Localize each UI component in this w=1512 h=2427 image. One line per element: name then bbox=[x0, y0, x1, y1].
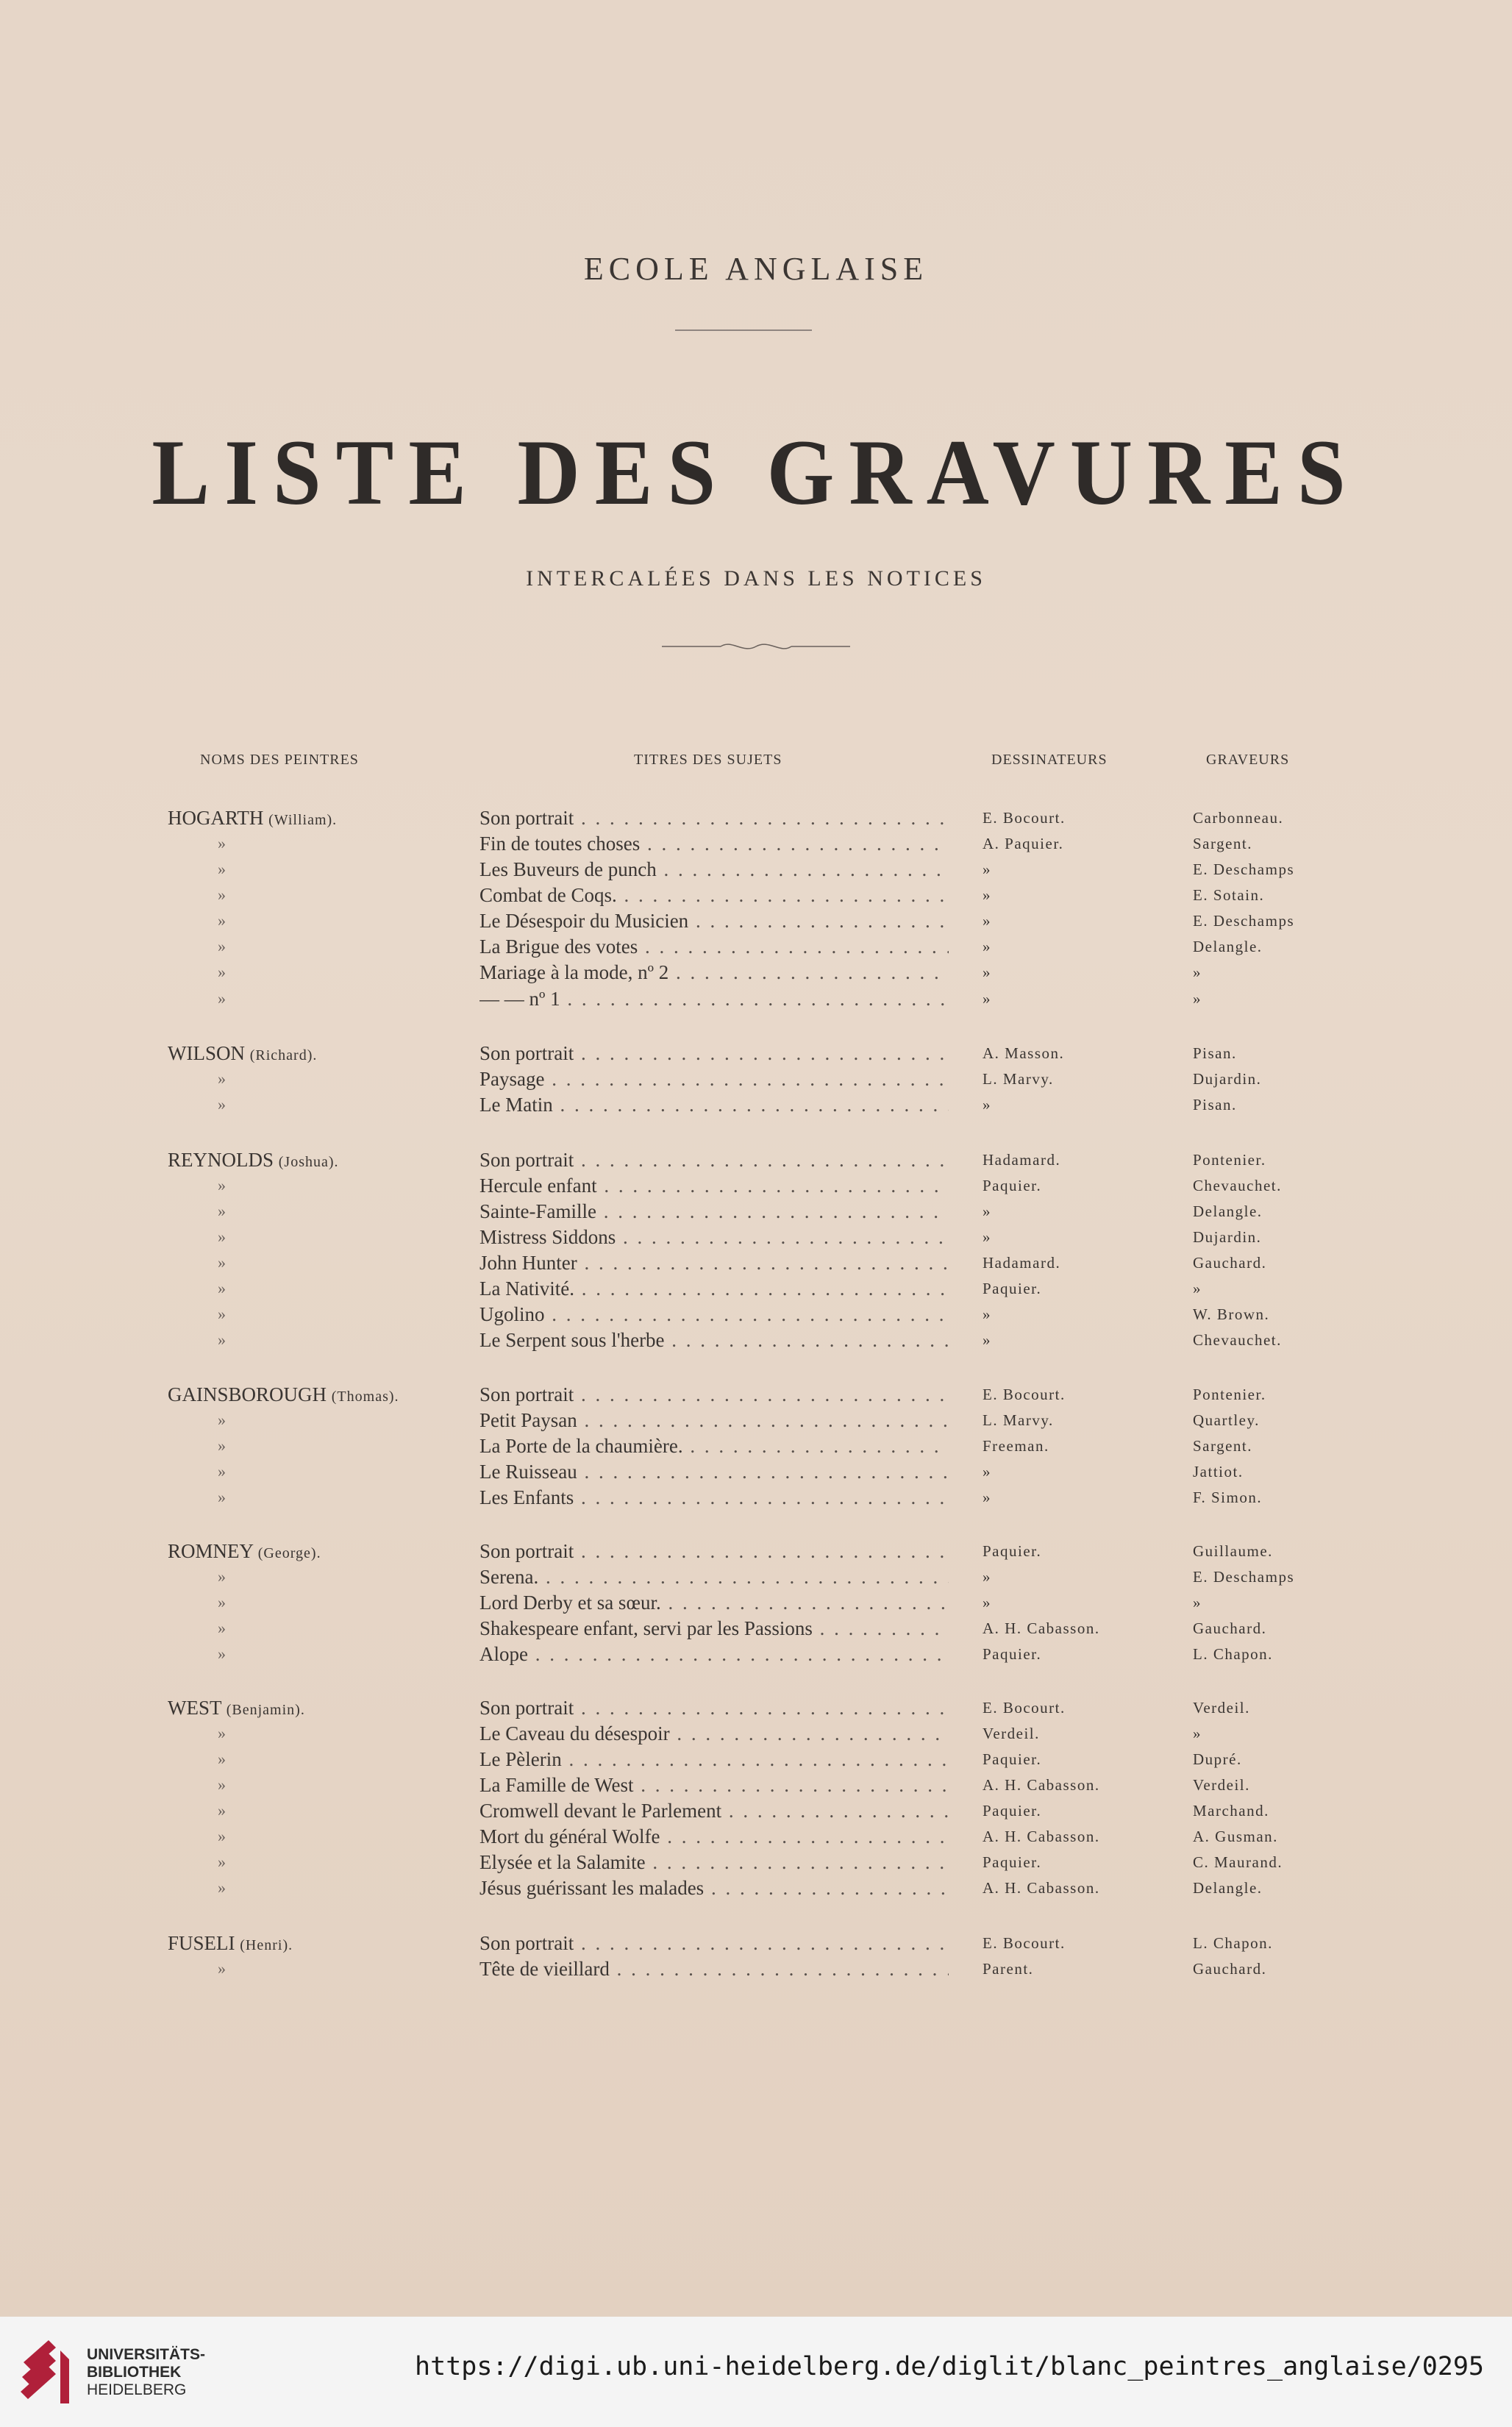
drafter-name: » bbox=[983, 938, 991, 955]
drafter-name: Paquier. bbox=[983, 1802, 1042, 1820]
engraver-name: Pontenier. bbox=[1193, 1386, 1266, 1403]
list-item bbox=[0, 1275, 1512, 1302]
painter-name bbox=[168, 1694, 305, 1723]
subject-title: Son portrait . . . bbox=[479, 1147, 949, 1173]
list-item bbox=[0, 1641, 1512, 1667]
column-header-titles: TITRES DES SUJETS bbox=[634, 752, 782, 768]
painter-ditto-mark: » bbox=[218, 1567, 226, 1586]
drafter-name: » bbox=[983, 1331, 991, 1349]
painter-ditto-mark: » bbox=[218, 1593, 226, 1611]
painter-surname: WILSON bbox=[168, 1042, 245, 1064]
drafter-name: A. Masson. bbox=[983, 1044, 1065, 1062]
library-name-line3: HEIDELBERG bbox=[87, 2381, 187, 2398]
subject-title: Son portrait . . . bbox=[479, 1930, 949, 1956]
drafter-name: A. H. Cabasson. bbox=[983, 1776, 1100, 1794]
engraver-name: Gauchard. bbox=[1193, 1960, 1267, 1978]
subject-title: Le Serpent sous l'herbe . . . bbox=[479, 1327, 949, 1353]
subject-title: Le Désespoir du Musicien . . . bbox=[479, 908, 949, 934]
column-header-painters: NOMS DES PEINTRES bbox=[200, 752, 359, 768]
engraver-name: Jattiot. bbox=[1193, 1463, 1244, 1480]
list-item bbox=[0, 1147, 1512, 1173]
painter-ditto-mark: » bbox=[218, 1724, 226, 1742]
painter-ditto-mark: » bbox=[218, 1801, 226, 1820]
painter-ditto-mark: » bbox=[218, 1827, 226, 1845]
list-item bbox=[0, 1458, 1512, 1485]
engraver-name: E. Deschamps bbox=[1193, 1568, 1295, 1586]
drafter-name: Paquier. bbox=[983, 1280, 1042, 1297]
painter-ditto-mark: » bbox=[218, 963, 226, 981]
subject-title: Son portrait . . . bbox=[479, 1694, 949, 1721]
drafter-name: Paquier. bbox=[983, 1542, 1042, 1560]
engraver-name: Pontenier. bbox=[1193, 1151, 1266, 1169]
list-item bbox=[0, 1823, 1512, 1850]
subject-title: Elysée et la Salamite . . . bbox=[479, 1849, 949, 1875]
drafter-name: Hadamard. bbox=[983, 1151, 1061, 1169]
painter-ditto-mark: » bbox=[218, 1619, 226, 1637]
subject-title: Le Caveau du désespoir . . . bbox=[479, 1720, 949, 1747]
subject-title: Mariage à la mode, nº 2 . . . bbox=[479, 959, 949, 986]
drafter-name: Paquier. bbox=[983, 1750, 1042, 1768]
list-item bbox=[0, 1875, 1512, 1901]
subject-title: Paysage . . . bbox=[479, 1066, 949, 1092]
painter-ditto-mark: » bbox=[218, 1959, 226, 1978]
engraver-name: Verdeil. bbox=[1193, 1699, 1250, 1717]
list-item bbox=[0, 1615, 1512, 1642]
drafter-name: E. Bocourt. bbox=[983, 1699, 1066, 1717]
painter-ditto-mark: » bbox=[218, 834, 226, 852]
painter-surname: GAINSBOROUGH bbox=[168, 1383, 327, 1405]
drafter-name: » bbox=[983, 1305, 991, 1323]
drafter-name: Verdeil. bbox=[983, 1725, 1040, 1742]
subject-title: La Brigue des votes . . . bbox=[479, 933, 949, 960]
painter-ditto-mark: » bbox=[218, 1279, 226, 1297]
painter-ditto-mark: » bbox=[218, 1227, 226, 1246]
drafter-name: A. H. Cabasson. bbox=[983, 1828, 1100, 1845]
drafter-name: » bbox=[983, 1568, 991, 1586]
list-item bbox=[0, 1930, 1512, 1956]
subject-title: Petit Paysan . . . bbox=[479, 1407, 949, 1433]
engraver-name: » bbox=[1193, 990, 1202, 1008]
subject-title: Son portrait . . . bbox=[479, 805, 949, 831]
list-item bbox=[0, 1694, 1512, 1721]
subject-title: Hercule enfant . . . bbox=[479, 1172, 949, 1199]
drafter-name: Paquier. bbox=[983, 1177, 1042, 1194]
painter-surname: HOGARTH bbox=[168, 807, 264, 829]
list-item bbox=[0, 986, 1512, 1012]
drafter-name: E. Bocourt. bbox=[983, 809, 1066, 827]
engraver-name: Dujardin. bbox=[1193, 1070, 1262, 1088]
drafter-name: » bbox=[983, 860, 991, 878]
drafter-name: A. Paquier. bbox=[983, 835, 1064, 852]
painter-ditto-mark: » bbox=[218, 1305, 226, 1323]
engraver-name: A. Gusman. bbox=[1193, 1828, 1278, 1845]
list-item bbox=[0, 1327, 1512, 1353]
drafter-name: E. Bocourt. bbox=[983, 1386, 1066, 1403]
list-item bbox=[0, 805, 1512, 831]
engraver-name: F. Simon. bbox=[1193, 1489, 1263, 1506]
engraver-name: » bbox=[1193, 1594, 1202, 1611]
subject-title: La Nativité. . . . bbox=[479, 1275, 949, 1302]
subject-title: Lord Derby et sa sœur. . . . bbox=[479, 1589, 949, 1616]
subject-title: Combat de Coqs. . . . bbox=[479, 882, 949, 908]
painter-ditto-mark: » bbox=[218, 911, 226, 930]
painter-ditto-mark: » bbox=[218, 1253, 226, 1272]
painter-ditto-mark: » bbox=[218, 1330, 226, 1349]
list-item bbox=[0, 1301, 1512, 1327]
list-item bbox=[0, 959, 1512, 986]
painter-name bbox=[168, 805, 337, 833]
painter-ditto-mark: » bbox=[218, 1436, 226, 1455]
drafter-name: » bbox=[983, 963, 991, 981]
painter-forename: (Henri). bbox=[240, 1937, 293, 1953]
subject-title: La Famille de West . . . bbox=[479, 1772, 949, 1798]
list-item bbox=[0, 1381, 1512, 1408]
drafter-name: Hadamard. bbox=[983, 1254, 1061, 1272]
list-item bbox=[0, 882, 1512, 908]
list-item bbox=[0, 908, 1512, 934]
painter-ditto-mark: » bbox=[218, 1176, 226, 1194]
list-item bbox=[0, 856, 1512, 883]
engraver-name: Marchand. bbox=[1193, 1802, 1269, 1820]
list-item bbox=[0, 1250, 1512, 1276]
engraver-name: Pisan. bbox=[1193, 1096, 1237, 1113]
painter-forename: (Benjamin). bbox=[226, 1702, 305, 1718]
subject-title: Les Buveurs de punch . . . bbox=[479, 856, 949, 883]
engraver-name: Dupré. bbox=[1193, 1750, 1242, 1768]
painter-forename: (Joshua). bbox=[278, 1154, 339, 1170]
engraver-name: Carbonneau. bbox=[1193, 809, 1284, 827]
subject-title: Mort du général Wolfe . . . bbox=[479, 1823, 949, 1850]
list-item bbox=[0, 1407, 1512, 1433]
drafter-name: Parent. bbox=[983, 1960, 1034, 1978]
engraver-name: » bbox=[1193, 1280, 1202, 1297]
engraver-name: Dujardin. bbox=[1193, 1228, 1262, 1246]
list-item bbox=[0, 1433, 1512, 1459]
list-item bbox=[0, 1564, 1512, 1590]
drafter-name: A. H. Cabasson. bbox=[983, 1619, 1100, 1637]
engraver-name: Gauchard. bbox=[1193, 1254, 1267, 1272]
painter-ditto-mark: » bbox=[218, 1644, 226, 1663]
painter-ditto-mark: » bbox=[218, 1750, 226, 1768]
painter-ditto-mark: » bbox=[218, 1878, 226, 1897]
library-logo-icon[interactable] bbox=[16, 2333, 76, 2411]
drafter-name: L. Marvy. bbox=[983, 1411, 1054, 1429]
engraver-name: Delangle. bbox=[1193, 1879, 1263, 1897]
page-title: LISTE DES GRAVURES bbox=[151, 420, 1361, 525]
source-url[interactable]: https://digi.ub.uni-heidelberg.de/diglit/blanc_peintres_anglaise/0295 bbox=[415, 2352, 1484, 2381]
subject-title: Mistress Siddons . . . bbox=[479, 1224, 949, 1250]
painter-ditto-mark: » bbox=[218, 1202, 226, 1220]
engraver-name: E. Sotain. bbox=[1193, 886, 1265, 904]
list-item bbox=[0, 1720, 1512, 1747]
painter-name bbox=[168, 1040, 317, 1069]
subject-title: Sainte-Famille . . . bbox=[479, 1198, 949, 1225]
painter-surname: FUSELI bbox=[168, 1932, 235, 1954]
school-heading: ECOLE ANGLAISE bbox=[583, 251, 929, 287]
subject-title: La Porte de la chaumière. . . . bbox=[479, 1433, 949, 1459]
list-item bbox=[0, 1040, 1512, 1066]
list-item bbox=[0, 933, 1512, 960]
painter-ditto-mark: » bbox=[218, 937, 226, 955]
engraver-name: C. Maurand. bbox=[1193, 1853, 1283, 1871]
drafter-name: » bbox=[983, 886, 991, 904]
drafter-name: » bbox=[983, 1489, 991, 1506]
list-item bbox=[0, 830, 1512, 857]
engraver-name: Verdeil. bbox=[1193, 1776, 1250, 1794]
list-item bbox=[0, 1538, 1512, 1564]
drafter-name: » bbox=[983, 912, 991, 930]
painter-name bbox=[168, 1381, 399, 1410]
library-footer bbox=[0, 2317, 1512, 2427]
engraver-name: L. Chapon. bbox=[1193, 1645, 1273, 1663]
engraver-name: Chevauchet. bbox=[1193, 1177, 1282, 1194]
subject-title: Son portrait . . . bbox=[479, 1040, 949, 1066]
painter-forename: (Thomas). bbox=[331, 1389, 399, 1405]
page-subtitle: INTERCALÉES DANS LES NOTICES bbox=[526, 566, 986, 591]
engraver-name: » bbox=[1193, 963, 1202, 981]
subject-title: Ugolino . . . bbox=[479, 1301, 949, 1327]
list-item bbox=[0, 1589, 1512, 1616]
engraver-name: E. Deschamps bbox=[1193, 860, 1295, 878]
drafter-name: E. Bocourt. bbox=[983, 1934, 1066, 1952]
list-item bbox=[0, 1224, 1512, 1250]
painter-forename: (Richard). bbox=[249, 1047, 318, 1063]
list-item bbox=[0, 1172, 1512, 1199]
painter-name bbox=[168, 1147, 339, 1175]
subject-title: Son portrait . . . bbox=[479, 1538, 949, 1564]
list-item bbox=[0, 1797, 1512, 1824]
painter-name bbox=[168, 1538, 321, 1567]
subject-title: Tête de vieillard . . . bbox=[479, 1956, 949, 1982]
list-item bbox=[0, 1091, 1512, 1118]
painter-ditto-mark: » bbox=[218, 860, 226, 878]
subject-title: Cromwell devant le Parlement . . . bbox=[479, 1797, 949, 1824]
library-name-line1: UNIVERSITÄTS- bbox=[87, 2346, 206, 2363]
library-name-line2: BIBLIOTHEK bbox=[87, 2364, 182, 2381]
painter-ditto-mark: » bbox=[218, 1095, 226, 1113]
engraver-name: L. Chapon. bbox=[1193, 1934, 1273, 1952]
list-item bbox=[0, 1066, 1512, 1092]
drafter-name: Paquier. bbox=[983, 1645, 1042, 1663]
subject-title: — — nº 1 . . . bbox=[479, 986, 949, 1012]
list-item bbox=[0, 1956, 1512, 1982]
drafter-name: » bbox=[983, 1202, 991, 1220]
subject-title: Le Pèlerin . . . bbox=[479, 1746, 949, 1772]
engraver-name: Sargent. bbox=[1193, 835, 1253, 852]
drafter-name: Paquier. bbox=[983, 1853, 1042, 1871]
list-item bbox=[0, 1746, 1512, 1772]
engraver-name: Quartley. bbox=[1193, 1411, 1260, 1429]
painter-surname: WEST bbox=[168, 1697, 221, 1719]
painter-forename: (William). bbox=[268, 812, 338, 828]
subject-title: Serena. . . . bbox=[479, 1564, 949, 1590]
subject-title: Le Ruisseau . . . bbox=[479, 1458, 949, 1485]
engraver-name: » bbox=[1193, 1725, 1202, 1742]
drafter-name: A. H. Cabasson. bbox=[983, 1879, 1100, 1897]
drafter-name: » bbox=[983, 1594, 991, 1611]
engraver-name: E. Deschamps bbox=[1193, 912, 1295, 930]
drafter-name: » bbox=[983, 1463, 991, 1480]
drafter-name: L. Marvy. bbox=[983, 1070, 1054, 1088]
drafter-name: Freeman. bbox=[983, 1437, 1049, 1455]
painter-ditto-mark: » bbox=[218, 1462, 226, 1480]
list-item bbox=[0, 1849, 1512, 1875]
column-header-engravers: GRAVEURS bbox=[1206, 752, 1290, 768]
engraver-name: Gauchard. bbox=[1193, 1619, 1267, 1637]
painter-ditto-mark: » bbox=[218, 989, 226, 1008]
painter-ditto-mark: » bbox=[218, 1488, 226, 1506]
subject-title: Fin de toutes choses . . . bbox=[479, 830, 949, 857]
painter-name bbox=[168, 1930, 293, 1959]
subject-title: Alope . . . bbox=[479, 1641, 949, 1667]
subject-title: Le Matin . . . bbox=[479, 1091, 949, 1118]
subject-title: Son portrait . . . bbox=[479, 1381, 949, 1408]
list-item bbox=[0, 1198, 1512, 1225]
drafter-name: » bbox=[983, 1096, 991, 1113]
library-name[interactable] bbox=[87, 2346, 205, 2399]
painter-forename: (George). bbox=[257, 1545, 321, 1561]
painter-ditto-mark: » bbox=[218, 1411, 226, 1429]
painter-ditto-mark: » bbox=[218, 1069, 226, 1088]
engraver-name: Delangle. bbox=[1193, 938, 1263, 955]
subject-title: Shakespeare enfant, servi par les Passions . . . bbox=[479, 1615, 949, 1642]
subject-title: Jésus guérissant les malades . . . bbox=[479, 1875, 949, 1901]
engraver-name: Pisan. bbox=[1193, 1044, 1237, 1062]
engraver-name: W. Brown. bbox=[1193, 1305, 1270, 1323]
column-header-drafters: DESSINATEURS bbox=[991, 752, 1108, 768]
engraver-name: Delangle. bbox=[1193, 1202, 1263, 1220]
subject-title: John Hunter . . . bbox=[479, 1250, 949, 1276]
painter-ditto-mark: » bbox=[218, 1775, 226, 1794]
painter-ditto-mark: » bbox=[218, 1853, 226, 1871]
list-item bbox=[0, 1772, 1512, 1798]
painter-ditto-mark: » bbox=[218, 885, 226, 904]
engraver-name: Sargent. bbox=[1193, 1437, 1253, 1455]
list-item bbox=[0, 1484, 1512, 1511]
painter-surname: REYNOLDS bbox=[168, 1149, 274, 1171]
engraver-name: Chevauchet. bbox=[1193, 1331, 1282, 1349]
drafter-name: » bbox=[983, 1228, 991, 1246]
subject-title: Les Enfants . . . bbox=[479, 1484, 949, 1511]
drafter-name: » bbox=[983, 990, 991, 1008]
engraver-name: Guillaume. bbox=[1193, 1542, 1273, 1560]
painter-surname: ROMNEY bbox=[168, 1540, 254, 1562]
